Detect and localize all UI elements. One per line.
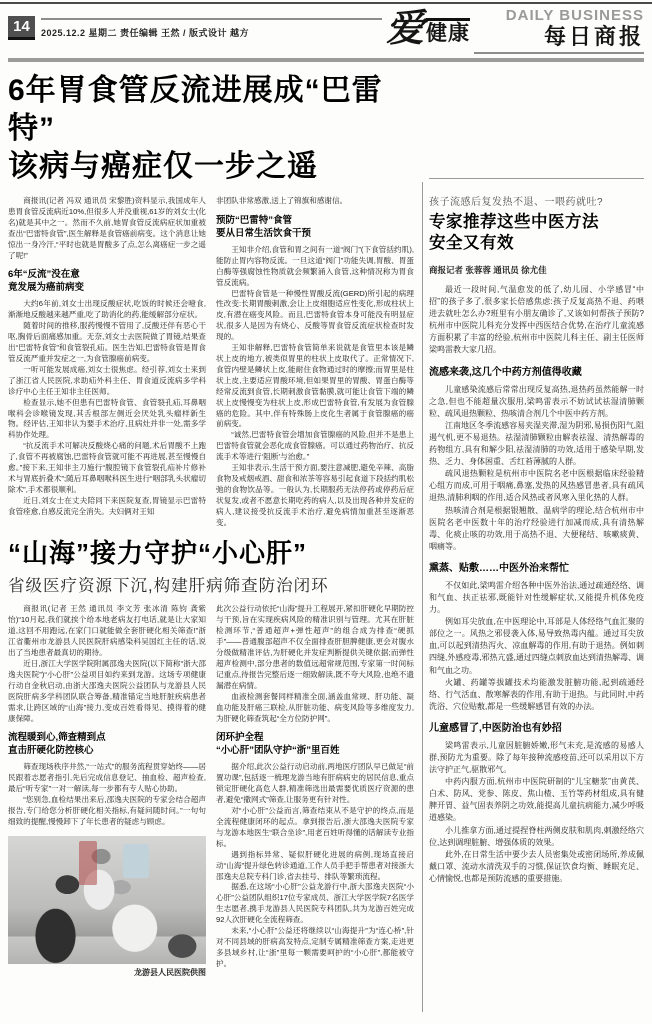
column-subhead [429,722,644,735]
article1-column-2 [216,196,414,528]
masthead-bottom-rule [8,58,644,62]
paragraph: 大约6年前,刘女士出现反酸症状,吃饭的时候还会噎食,渐渐地反酸越来越严重,吃了助消化的药,能缓解部分症状。 [8,299,206,320]
paragraph: 巴雷特食管是一种慢性胃酸反流(GERD)所引起的病理性改变:长期胃酸刺激,会让上皮细胞适应性变化,形成柱状上皮,有潜在癌变风险。而且,巴雷特食管本身可能没有明显症状,很多人是因为有烧心、反酸等胃食管反流症状检查时发现的。 [216,288,414,342]
article-barrett-esophagus [8,72,414,528]
paragraph: 非团队非常感激,送上了锦旗和感谢信。 [216,196,348,205]
article2-column-1 [8,604,206,977]
column-subhead [216,214,414,240]
paragraph: 梁鸣雷表示,儿童因脏腑娇嫩,形气未充,是流感的易感人群,预防尤为重要。除了每年接种流感疫苗,还可以采用以下方法守护正气,驱散邪气。 [429,740,644,775]
paragraph: 一听可能发展成癌,刘女士很焦虑。经引荐,刘女士来到了浙江省人民医院,求助疝外科主任、胃食道反流病多学科诊疗中心主任王知非主任医师。 [8,364,206,396]
paper-name-english: DAILY BUSINESS [505,7,644,24]
paragraph: 疏风退热颗粒是杭州市中医院名老中医根据临床经验精心组方而成,可用于咽痛,鼻塞,发热的风热感冒患者,具有疏风退热,清肺利咽的作用,适合风热或者风寒入里化热的人群。 [429,469,644,503]
paragraph: 未来,“小心肝”公益还将继续以“山海提升”为“连心桥”,针对不同县域的肝病高发特点,定制专属精准筛查方案,走进更多县域乡村,让“浙”里每一颗需要呵护的“小心肝”,都能被守护。 [216,926,414,968]
column-subhead [8,731,206,757]
article3-headline-line1: 专家推荐这些中医方法 [429,213,599,231]
paragraph: “您别急,血检结果出来后,邵逸夫医院的专家会结合超声报告,专门给您分析肝硬化相关指标,有疑问随时问。”一句句细致的提醒,慢慢卸下了年长患者的疑虑与顾虑。 [8,795,206,826]
paragraph: “诚然,巴雷特食管会增加食管腺癌的风险,但并不是患上巴雷特食管就会恶化成食管腺癌。可以通过药物治疗、抗反流手术等进行‘阻断’与治愈。” [216,430,414,462]
column-subhead-line: 预防“巴雷特”食管 [216,214,293,226]
paragraph: 商报讯(记者 王然 通讯员 李文芳 张冰清 陈钧 龚紫怡)“10月起,我们就挨个给本地老病友打电话,就是让大家知道,这回不用跑远,在家门口就能做全套肝硬化相关筛查!”浙江省衢州市龙游县人民医院肝病感染科吴国红主任的话,说出了当地患者最真切的期待。 [8,604,206,658]
article3-kicker: 孩子流感后复发热不退、一喂药就吐? [429,197,604,208]
article1-columns [8,196,414,528]
article3-headline-line2: 安全又有效 [429,234,514,252]
article3-headline [429,212,644,254]
masthead-left [41,8,382,39]
paragraph: 不仅如此,梁鸣雷介绍各种中医外治法,通过疏通经络、调和气血、扶正祛邪,既能针对性缓解症状,又能提升机体免疫力。 [429,580,644,615]
column-subhead-line: 儿童感冒了,中医防治也有妙招 [429,722,562,734]
article1-column-1 [8,196,206,528]
column-subhead-line: 直击肝硬化防控核心 [8,745,94,757]
paragraph: 检查显示,她不但患有巴雷特食管、食管裂孔疝,耳鼻咽喉科会诊喉镜发现,其舌根部左侧近会厌处乳头瘤样新生物。经评估,王知非认为要手术治疗,且病灶并非一处,需多学科协作处理。 [8,397,206,440]
paragraph: 商报讯(记者 冯双 通讯员 宋黎胜)资料显示,我国成年人患胃食管反流病近10%,但很多人并没重视,61岁的刘女士(化名)就是其中之一。然而不久前,她胃食管反流病症状加重被查出“巴雷特食管”,医生解释是食管癌前病变。这个消息让她惊出一身冷汗,“平时也就是胃酸多了点,怎么离癌症一步之遥了呢!” [8,196,206,260]
article-liver-screening [8,538,414,977]
paragraph: 王知非介绍,食管和胃之间有一道“阀门”(下食管括约肌),能防止胃内容物反流。一旦这道“阀门”功能失调,胃酸、胃蛋白酶等强腐蚀性物质就会频繁涌入食管,这种情况称为胃食管反流病。 [216,244,414,287]
article1-headline [8,72,414,186]
right-column-zone [429,66,644,1018]
column-subhead-line: 6年“反流”没在意 [8,269,80,281]
paragraph: 近日,浙江大学医学院附属邵逸夫医院(以下简称“浙大邵逸夫医院”)“小心肝”公益项目如约来到龙游。这场专项健康行动自金秋启动,由浙大邵逸夫医院公益团队与龙游县人民医院肝病多学科团队联合筹备,精准锚定当地肝脏疾病患者需求,让跨区域的“山海”接力,变成百姓看得见、摸得着的健康保障。 [8,659,206,723]
dateline: 2025.12.2 星期二 责任编辑 王然 / 版式设计 越方 [41,28,250,38]
paper-name-chinese: 每日商报 [543,24,644,50]
paragraph: 此次公益行动依托“山海”提升工程展开,紧扣肝硬化早期防控与干预,旨在实现疾病风险的精准识别与管理。尤其在肝脏检测环节,“普通超声+弹性超声”的组合成为排查“硬抓手”——普通腹部超声不仅全面排查肝胆脾健康,更会对腹水分级做精准评估,为肝硬化并发症判断提供关键依据;而弹性超声检测中,部分患者的数值远超常规范围,专家第一时间标记重点,待报告完整后逐一细致解读,既不夸大风险,也绝不遗漏潜在病情。 [216,604,414,690]
article2-headline: “山海”接力守护“小心肝” [8,538,308,569]
content-area [8,66,644,1018]
column-subhead [429,562,644,575]
column-subhead-line: 流程暖到心,筛查精到点 [8,732,106,744]
logo-text: 健康 [426,18,470,46]
paragraph: 火罐、药罐等拔罐技术均能激发脏腑功能,起到疏通经络、行气活血、散寒解表的作用,有助于退热。与此同时,中药洗浴、穴位贴敷,都是一些缓解感冒有效的办法。 [429,677,644,711]
paragraph: 王知非表示,生活干预方面,要注意减肥,避免辛辣、高脂食物及戒烟戒酒、甜食和浓茶等容易引起食道下段括约肌松弛的食物饮品等。一般认为,长期服药无法停药或停药后症状复发,或者不愿意长期吃药的病人,以及出现各种并发症的病人,建议接受抗反流手术治疗,避免病情加重甚至逐渐恶变。 [216,463,414,527]
paragraph: 小儿推拿方面,通过提捏脊柱两侧皮肤和肌肉,刺激经络穴位,达到调理脏腑、增强体质的效果。 [429,825,644,847]
article3-body [429,284,644,885]
column-subhead-line: “小心肝”团队守护“浙”里百姓 [216,745,340,757]
paragraph: “抗反流手术可解决反酸烧心痛的问题,术后胃酸不上跑了,食管不再被腐蚀,巴雷特食管就可能不再进展,甚至慢慢自愈。”接下来,王知非主刀施行“腹腔镜下食管裂孔疝补片修补术与胃底折叠术”;随后耳鼻咽喉科医生进行“咽部乳头状瘤切除术”,手术都很顺利。 [8,441,206,494]
paragraph: 热咳清合剂是根据银翘散、温病学的理论,结合杭州市中医院名老中医数十年的治疗经验进行加减而成,具有清热解毒、化痰止咳的功效,用于高热不退、大便秘结、咳嗽痰黄、咽痛等。 [429,505,644,551]
column-divider [422,182,423,1012]
column-subhead [429,366,644,379]
main-articles-zone [8,66,414,1018]
article1-headline-line1: 6年胃食管反流进展成“巴雷特” [8,74,383,145]
paragraph: 血液检测套餐同样精准全面,涵盖血常规、肝功能、凝血功能及肝癌三联检,从肝脏功能、病变风险等多维度发力,为肝硬化筛查筑起“全方位防护网”。 [216,691,414,723]
masthead [8,0,644,56]
paragraph: 此外,在日常生活中要少去人员密集处或密闭场所,养成佩戴口罩、流动水清洗双手的习惯,保证饮食均衡、睡眠充足、心情愉悦,也都是预防流感的重要措施。 [429,849,644,883]
column-subhead [216,731,414,757]
paragraph: 例如耳尖放血,在中医理论中,耳部是人体经络气血汇聚的部位之一。风热之邪侵袭入体,易导致热毒内蕴。通过耳尖放血,可以起到清热泻火、凉血解毒的作用,有助于退热。例如刺四缝,外感疫毒,邪热亢盛,通过四缝点刺放血达到清热解毒、调和气血之功。 [429,617,644,675]
column-subhead [8,268,206,294]
paragraph: 据介绍,此次公益行动启动前,两地医疗团队早已做足“前置功课”,包括逐一梳理龙游当地有肝病病史的居民信息,重点锁定肝硬化高危人群,精准筛选出最需要优质医疗资源的患者,避免“撒网式”筛查,让服务更有针对性。 [216,762,414,805]
column-subhead-line: 闭环护全程 [216,732,264,744]
paragraph: 据悉,在这场“小心肝”公益龙游行中,浙大邵逸夫医院“小心肝”公益团队组织17位专家成员、浙江大学医学院7名医学生志愿者,携手龙游县人民医院专科团队,共为龙游百姓完成92人次肝硬化全流程筛查。 [216,882,414,925]
paragraph: 最近一段时间,气温愈发的低了,幼儿园、小学感冒“中招”的孩子多了,很多家长倍感焦虑:孩子反复高热不退、药喂进去就吐怎么办?班里有小朋友确诊了,又该如何帮孩子预防?杭州市中医院儿科充分发挥中西医结合优势,在治疗儿童流感方面积累了丰富的经验,杭州市中医院儿科主任、副主任医师梁鸣雷教大家几招。 [429,285,644,355]
paragraph: 遇到指标异常、疑似肝硬化进展的病例,现场直接启动“山海”提升绿色转诊通道,工作人员手把手帮患者对接浙大邵逸夫总院专科门诊,省去挂号、排队等繁琐流程。 [216,849,414,881]
article3-byline: 商报记者 张蓉蓉 通讯员 徐尤佳 [429,265,547,275]
article2-column-1-text [8,604,206,827]
article-tcm-flu [429,178,644,1018]
article2-photo-block [8,836,206,978]
paragraph: 随着时间的推移,服药慢慢不管用了,反酸还伴有恶心干呕,胸骨后面痛感加重。无奈,刘女士去医院做了胃镜,结果查出“巴雷特食管”和食管裂孔疝。医生告知,巴雷特食管是胃食管反流严重并发症之一,为食管腺癌前病变。 [8,321,206,363]
masthead-rule-left [41,18,382,20]
masthead-rule-right [474,52,644,54]
photo-caption: 龙游县人民医院供图 [134,967,206,977]
paragraph: 江南地区冬季流感容易夹湿夹滞,湿为阴邪,易损伤阳气,阻遏气机,更不易退热。祛湿清肺颗粒由解表祛湿、清热解毒的药物组方,具有和解少阳,祛湿清肺的功效,适用于感染早期,发热、乏力、身体困重、舌红苔薄腻的人群。 [429,420,644,467]
article2-columns [8,604,414,977]
column-subhead-line: 流感来袭,这几个中药方剂值得收藏 [429,366,582,378]
article2-subhead: 省级医疗资源下沉,构建肝病筛查防治闭环 [8,577,329,596]
blood-draw-photo [8,836,206,964]
article1-headline-line2: 该病与癌症仅一步之遥 [8,150,318,183]
section-logo [385,5,470,50]
logo-script-glyph: 爱 [385,5,424,50]
article2-column-2 [216,604,414,977]
paragraph: 王知非解释,巴雷特食管简单来说就是食管里本该是鳞状上皮的地方,被类似胃里的柱状上皮取代了。正常情况下,食管内壁是鳞状上皮,能耐住食物通过时的摩擦;而胃里是柱状上皮,主要适应胃酸环境,但如果胃里的胃酸、胃蛋白酶等经常反流到食管,长期刺激食管黏膜,就可能让食管下端的鳞状上皮慢慢变为柱状上皮,形成巴雷特食管,有发展为食管腺癌的危险。其中,伴有特殊肠上皮化生者属于食管腺癌的癌前病变。 [216,343,414,429]
column-subhead-line: 熏蒸、贴敷……中医外治来帮忙 [429,562,569,574]
paragraph: 中药内服方面,杭州市中医院研制的“儿宝糖浆”由黄芪、白术、防风、党参、陈皮、焦山楂、玉竹等药材组成,具有健脾开胃、益气固表养阴之功效,能提高儿童抗病能力,减少呼吸道感染。 [429,777,644,823]
column-subhead-line: 要从日常生活饮食干预 [216,227,312,239]
column-subhead-line: 竟发展为癌前病变 [8,282,85,294]
paragraph: 儿童感染流感后常常出现反复高热,退热药虽然能解一时之急,但也不能超量次服用,梁鸣雷表示不妨试试祛湿清肺颗粒、疏风退热颗粒、热咳清合剂几个中医中药方剂。 [429,384,644,418]
masthead-right [474,8,644,54]
paragraph: 对“小心肝”公益而言,筛查结束从不是守护的终点,而是全流程健康闭环的起点。拿到报告后,浙大邵逸夫医院专家与龙游本地医生“联合坐诊”,用老百姓听得懂的话解读专业指标。 [216,806,414,848]
page-number-badge: 14 [8,16,35,40]
paragraph: 近日,刘女士在丈夫陪同下来医院复查,胃镜显示巴雷特食管痊愈,自感反流完全消失。夫妇俩对王知 [8,495,206,516]
paragraph: 筛查现场秩序井然,“一站式”的服务流程贯穿始终——居民跟着志愿者指引,先后完成信息登记、抽血检、超声检查,最后“听专家”一对一解读,每一步都有专人贴心协助。 [8,762,206,794]
